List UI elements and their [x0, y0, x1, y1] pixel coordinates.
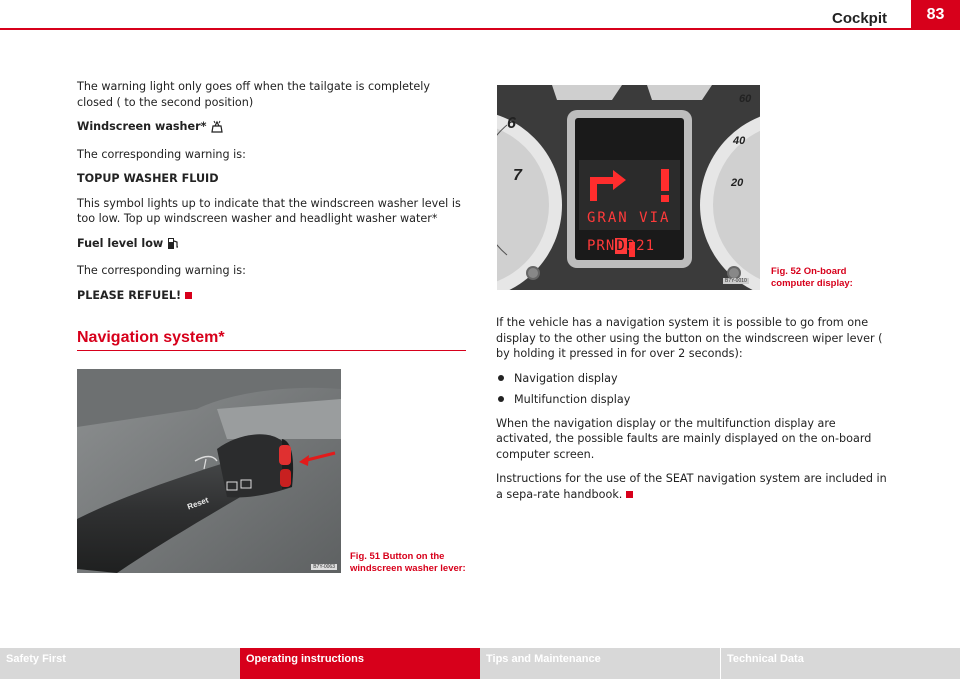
navigation-faults-paragraph: When the navigation display or the multifunction display are activated, the possible faults are mainly displayed on the on-board computer screen. [496, 416, 872, 461]
end-of-section-mark [626, 491, 633, 498]
navigation-handbook-paragraph [496, 471, 891, 502]
fuel-heading-text: Fuel level low [77, 236, 164, 250]
figure-code: B7Y-0063 [313, 564, 335, 570]
washer-icon [210, 120, 224, 138]
figure-52-caption: Fig. 52 On-board computer display: [771, 266, 853, 289]
figure-code: B7Y-0010 [725, 278, 747, 284]
washer-intro: The corresponding warning is: [77, 147, 246, 161]
end-of-section-mark [185, 292, 192, 299]
footer-tab-tips-and-maintenance[interactable]: Tips and Maintenance [480, 648, 720, 679]
display-gear-indicator [587, 238, 655, 254]
fuel-warning-text: PLEASE REFUEL! [77, 288, 182, 302]
figure-51-caption: Fig. 51 Button on the windscreen washer lever: [350, 551, 466, 574]
bullet-text: Multifunction display [514, 393, 631, 406]
tailgate-paragraph: The warning light only goes off when the tailgate is completely closed ( to the second position) [77, 80, 431, 109]
speed-label-40: 40 [733, 135, 746, 147]
speed-label-60: 60 [739, 93, 752, 105]
right-column [496, 315, 891, 511]
left-column [77, 79, 467, 312]
navigation-intro: If the vehicle has a navigation system it is possible to go from one display to the other using the button on the windscreen wiper lever ( by holding it pressed in for over 2 seconds): [496, 316, 883, 360]
gear-selected: D [616, 238, 626, 254]
figure-onboard-display [497, 85, 760, 290]
header-rule [0, 28, 960, 30]
washer-body: This symbol lights up to indicate that the windscreen washer level is too low. Top up windscreen washer and headlight washer water* [77, 196, 461, 225]
fuel-warning [77, 288, 467, 304]
page-number: 83 [911, 0, 960, 28]
tach-label-7: 7 [513, 167, 522, 184]
footer-tab-safety-first[interactable]: Safety First [0, 648, 240, 679]
footer-tab-technical-data[interactable]: Technical Data [720, 648, 960, 679]
bullet-text: Navigation display [514, 371, 618, 385]
fuel-pump-icon [167, 236, 179, 255]
section-title: Navigation system* [77, 329, 466, 351]
bullet-item [496, 392, 891, 408]
reset-label: Reset [186, 495, 210, 512]
footer-tab-operating-instructions[interactable]: Operating instructions [240, 648, 480, 679]
washer-heading [77, 119, 467, 138]
washer-heading-text: Windscreen washer* [77, 120, 207, 133]
fuel-intro: The corresponding warning is: [77, 264, 246, 277]
tach-label-6: 6 [507, 115, 516, 132]
gear-rest: 321 [626, 238, 656, 254]
gear-prn: PRN [587, 238, 616, 254]
display-street-name: GRAN VIA [587, 210, 671, 226]
page-header-title: Cockpit [831, 10, 887, 27]
handbook-text: Instructions for the use of the SEAT navigation system are included in a sepa-rate handbook. [496, 472, 887, 501]
figure-wiper-lever [77, 369, 341, 573]
washer-warning-text: TOPUP WASHER FLUID [77, 172, 219, 185]
bullet-item [496, 371, 891, 387]
speed-label-20: 20 [731, 177, 744, 189]
fuel-heading [77, 236, 467, 255]
footer-nav [0, 648, 960, 679]
